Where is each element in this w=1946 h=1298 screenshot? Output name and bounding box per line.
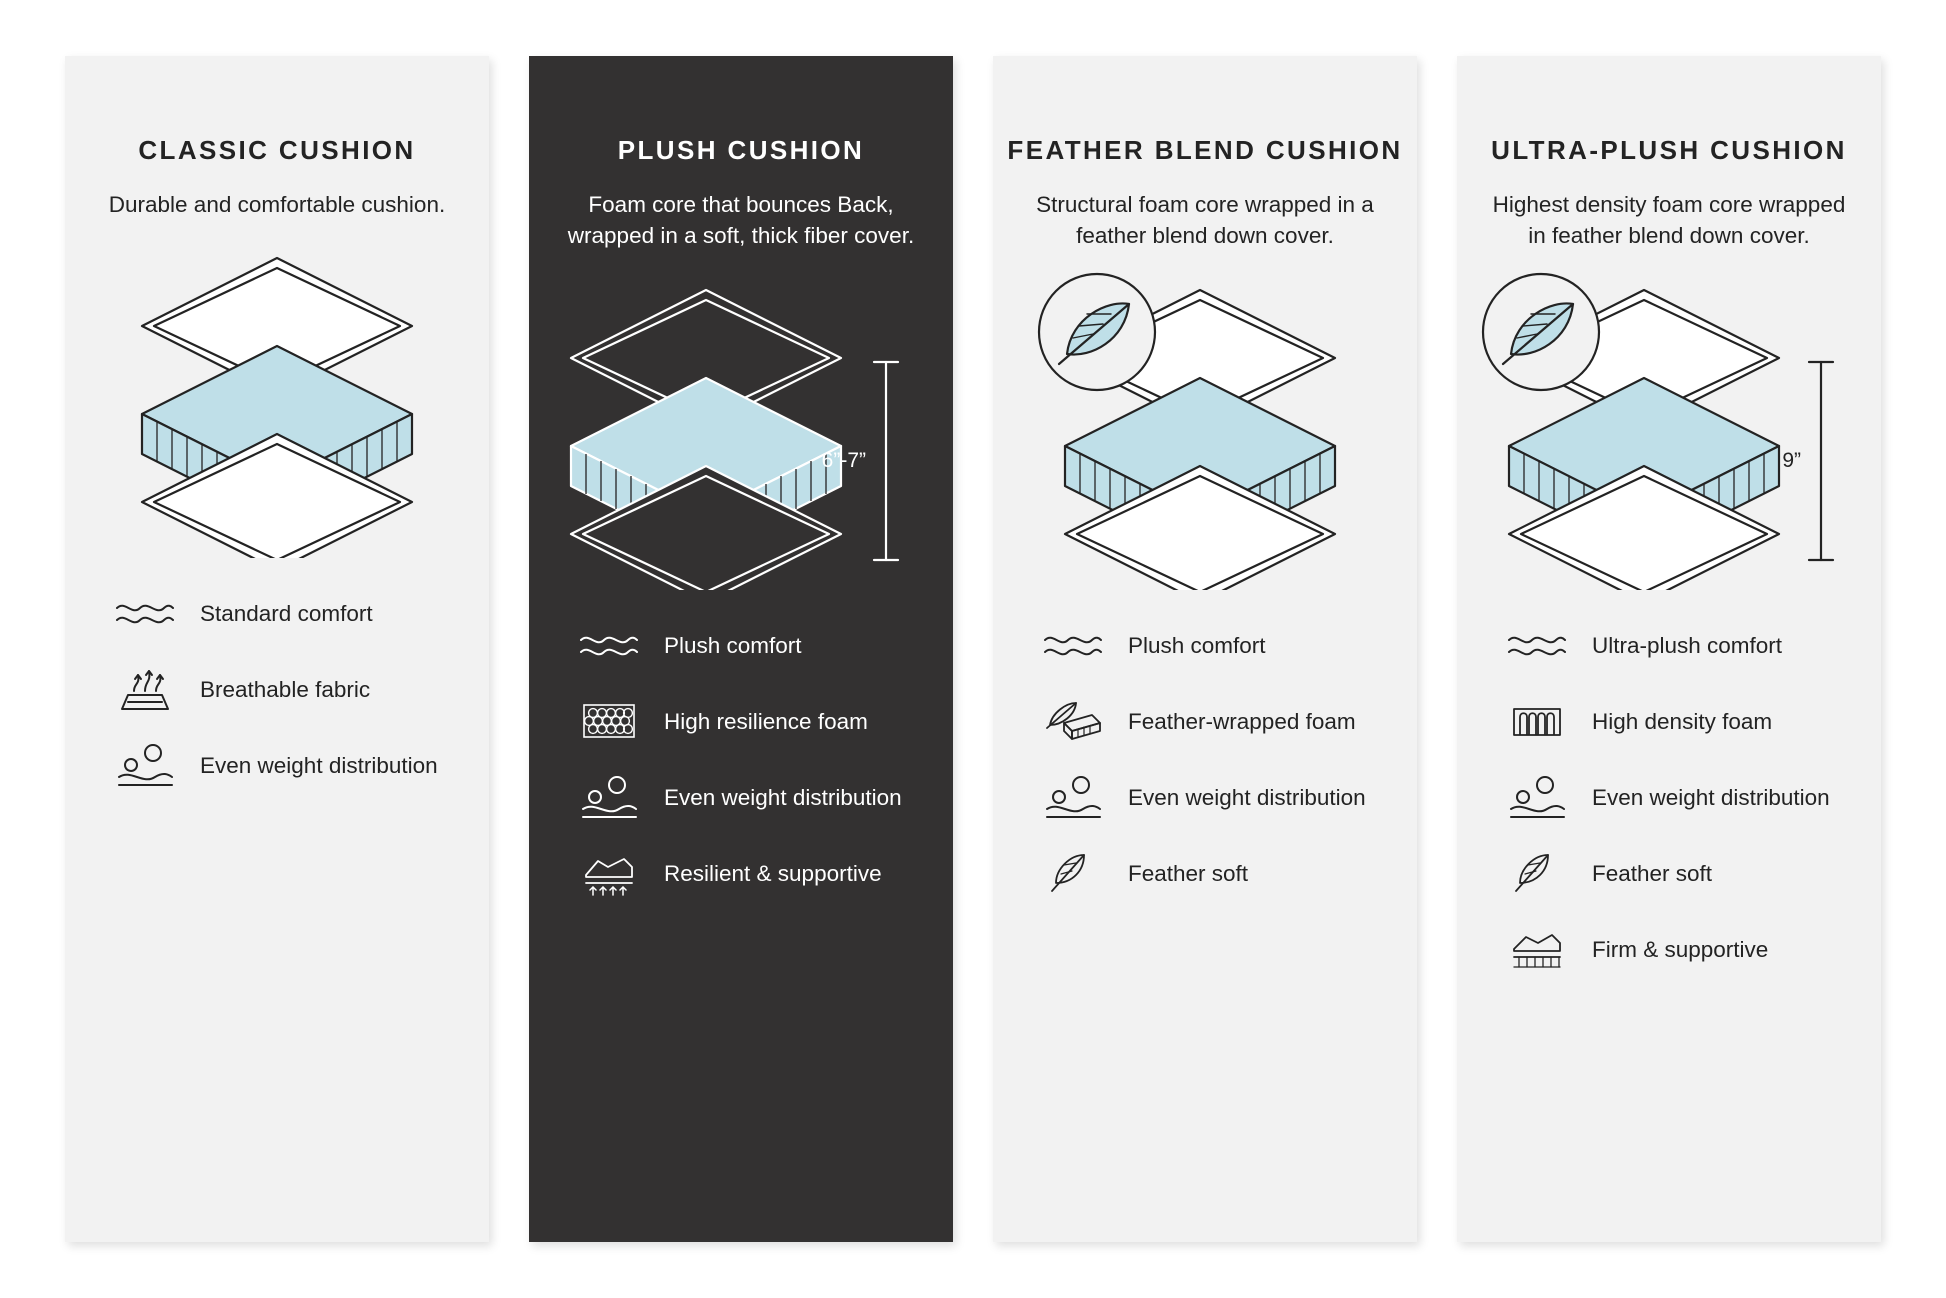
feature-label: Even weight distribution bbox=[664, 784, 902, 810]
exploded-cushion-illustration bbox=[1469, 270, 1869, 590]
feature-label: Ultra-plush comfort bbox=[1592, 632, 1783, 658]
feature-label: High density foam bbox=[1592, 708, 1773, 734]
feature-list bbox=[112, 586, 442, 792]
wave-icon bbox=[112, 587, 178, 639]
feature-label: High resilience foam bbox=[664, 708, 868, 734]
feature-label: Even weight distribution bbox=[200, 752, 438, 778]
dimension-label: 6”-7” bbox=[821, 449, 866, 473]
feature-item bbox=[576, 770, 906, 824]
cushion-diagram-plush bbox=[529, 270, 953, 600]
feature-label: Resilient & supportive bbox=[664, 860, 882, 886]
cushion-diagram-ultra-plush bbox=[1457, 270, 1881, 600]
feature-label: Feather soft bbox=[1128, 860, 1249, 886]
cushion-diagram-feather-blend bbox=[993, 270, 1417, 600]
feature-item bbox=[112, 662, 442, 716]
cushion-diagram-classic bbox=[65, 238, 489, 568]
feature-item bbox=[1040, 770, 1370, 824]
exploded-cushion-illustration bbox=[1025, 270, 1385, 590]
feature-item bbox=[1504, 770, 1834, 824]
cushion-card-ultra-plush[interactable] bbox=[1457, 56, 1881, 1242]
even-weight-icon bbox=[112, 739, 178, 791]
feature-label: Feather soft bbox=[1592, 860, 1713, 886]
exploded-cushion-illustration bbox=[112, 238, 442, 558]
card-title: ULTRA-PLUSH CUSHION bbox=[1491, 135, 1847, 165]
card-description: Highest density foam core wrapped in feather blend down cover. bbox=[1492, 191, 1846, 249]
firm-support-icon bbox=[1504, 923, 1570, 975]
feature-item bbox=[576, 846, 906, 900]
feather-icon bbox=[1504, 847, 1570, 899]
cushion-card-classic[interactable] bbox=[65, 56, 489, 1242]
card-title: CLASSIC CUSHION bbox=[138, 135, 416, 165]
feather-wrapped-foam-icon bbox=[1040, 695, 1106, 747]
feature-list bbox=[576, 618, 906, 900]
breathable-fabric-icon bbox=[112, 663, 178, 715]
even-weight-icon bbox=[1504, 771, 1570, 823]
card-description: Structural foam core wrapped in a feather blend down cover. bbox=[1036, 191, 1374, 249]
feature-label: Plush comfort bbox=[664, 632, 802, 658]
card-title: PLUSH CUSHION bbox=[617, 135, 865, 165]
even-weight-icon bbox=[1040, 771, 1106, 823]
even-weight-icon bbox=[576, 771, 642, 823]
feature-label: Even weight distribution bbox=[1128, 784, 1366, 810]
feature-label: Firm & supportive bbox=[1592, 936, 1769, 962]
wave-icon bbox=[1040, 619, 1106, 671]
cushion-card-plush[interactable] bbox=[529, 56, 953, 1242]
feature-item bbox=[112, 586, 442, 640]
resilient-support-icon bbox=[576, 847, 642, 899]
feature-item bbox=[576, 694, 906, 748]
cushion-card-feather-blend[interactable] bbox=[993, 56, 1417, 1242]
feature-item bbox=[1504, 922, 1834, 976]
dimension-label: 9” bbox=[1782, 449, 1801, 473]
feature-item bbox=[1040, 694, 1370, 748]
feature-item bbox=[1040, 846, 1370, 900]
feature-list bbox=[1504, 618, 1834, 976]
card-description: Foam core that bounces Back, wrapped in a soft, thick fiber cover. bbox=[567, 191, 915, 249]
card-description: Durable and comfortable cushion. bbox=[108, 191, 446, 217]
feature-item bbox=[1504, 694, 1834, 748]
feature-item bbox=[1040, 618, 1370, 672]
feature-item bbox=[576, 618, 906, 672]
feature-item bbox=[112, 738, 442, 792]
exploded-cushion-illustration bbox=[541, 270, 941, 590]
honeycomb-foam-icon bbox=[576, 695, 642, 747]
high-density-foam-icon bbox=[1504, 695, 1570, 747]
feature-label: Breathable fabric bbox=[200, 676, 371, 702]
feature-label: Even weight distribution bbox=[1592, 784, 1830, 810]
feature-label: Feather-wrapped foam bbox=[1128, 708, 1356, 734]
feather-icon bbox=[1040, 847, 1106, 899]
card-title: FEATHER BLEND CUSHION bbox=[1007, 135, 1403, 165]
feature-item bbox=[1504, 618, 1834, 672]
feature-label: Plush comfort bbox=[1128, 632, 1266, 658]
wave-icon bbox=[576, 619, 642, 671]
feature-label: Standard comfort bbox=[200, 600, 373, 626]
feature-item bbox=[1504, 846, 1834, 900]
wave-icon bbox=[1504, 619, 1570, 671]
feature-list bbox=[1040, 618, 1370, 900]
